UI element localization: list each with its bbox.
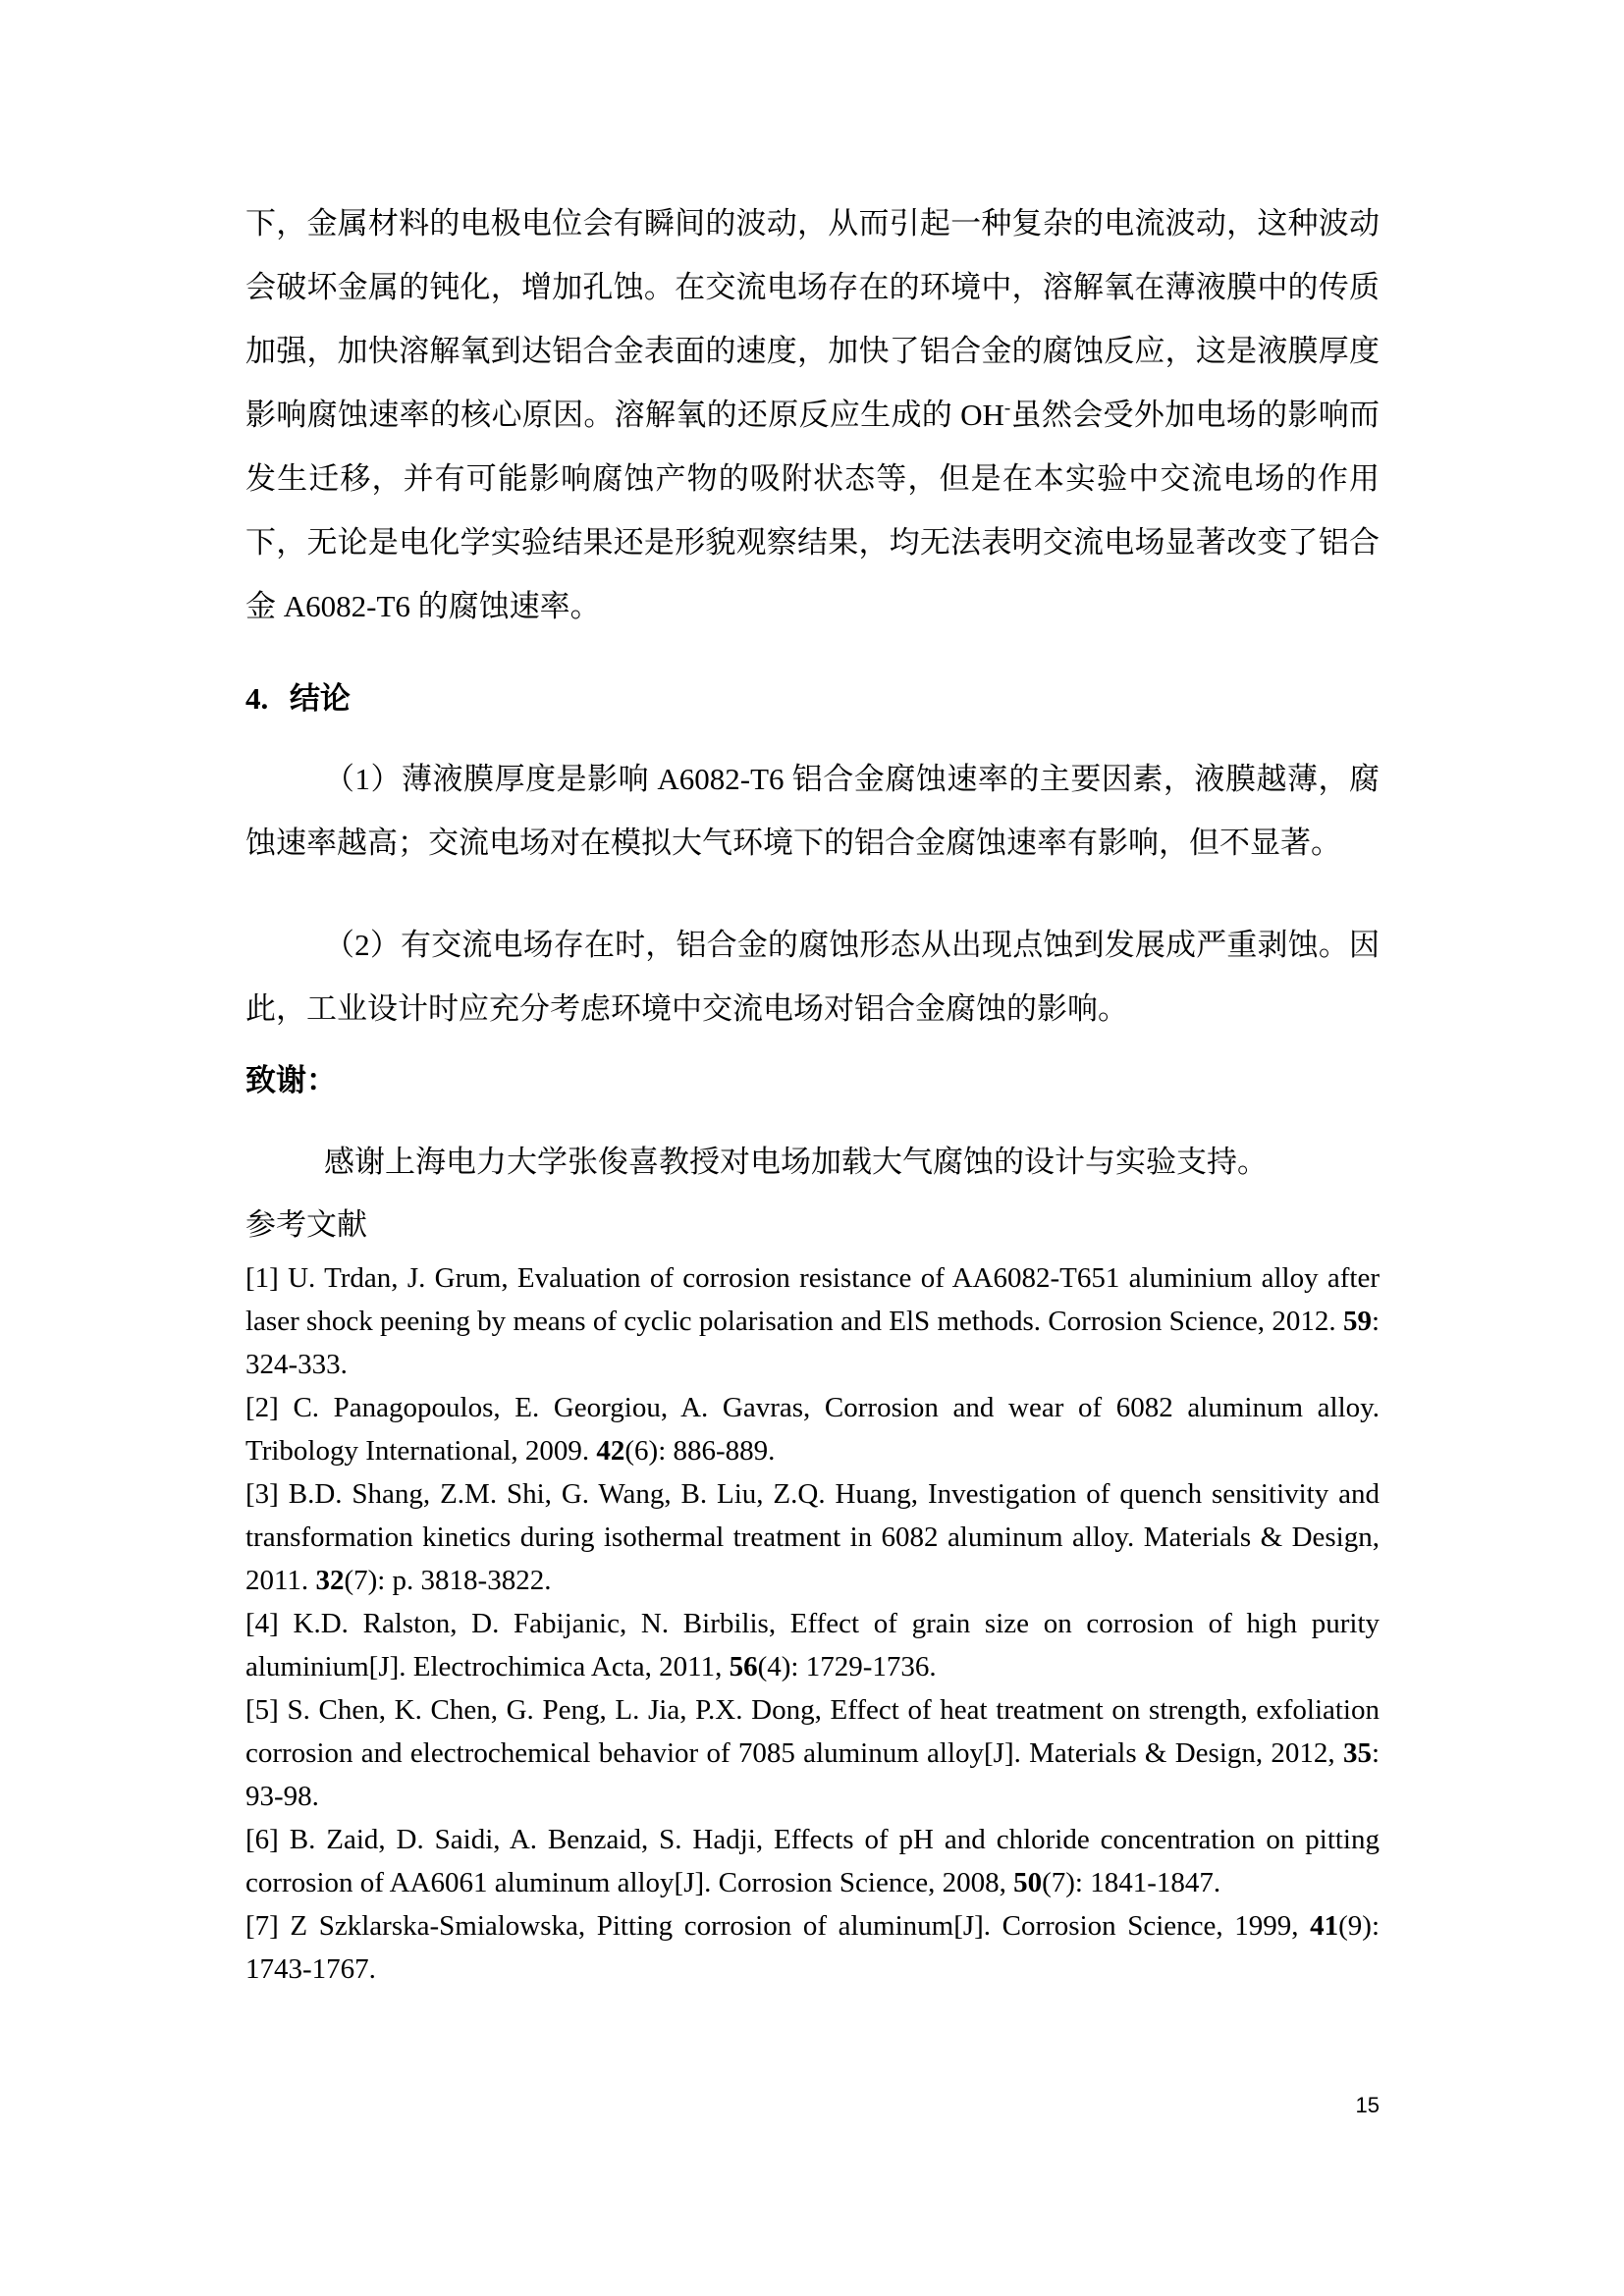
reference-item-7	[245, 1904, 1380, 1991]
reference-volume: 35	[1342, 1737, 1372, 1769]
reference-item-6	[245, 1818, 1380, 1904]
section-heading-conclusion	[245, 677, 1380, 721]
section-number: 4.	[245, 681, 269, 716]
reference-text: [5] S. Chen, K. Chen, G. Peng, L. Jia, P.X. Dong, Effect of heat treatment on strength, exfoliation corrosion and electrochemical behavior of 7085 aluminum alloy[J]. Materials & Design, 2012,	[245, 1694, 1380, 1769]
reference-volume: 50	[1013, 1867, 1043, 1898]
reference-item-2	[245, 1386, 1380, 1472]
reference-pages: (4): 1729-1736.	[757, 1651, 937, 1682]
references-heading: 参考文献	[245, 1207, 367, 1242]
reference-volume: 42	[596, 1435, 625, 1467]
body-paragraph-text-post: 虽然会受外加电场的影响而发生迁移，并有可能影响腐蚀产物的吸附状态等，但是在本实验中交流电场的作用下，无论是电化学实验结果还是形貌观察结果，均无法表明交流电场显著改变了铝合金 A6082-T6 的腐蚀速率。	[245, 398, 1380, 623]
reference-text: [7] Z Szklarska-Smialowska, Pitting corrosion of aluminum[J]. Corrosion Science, 1999,	[245, 1910, 1311, 1942]
page-number: 15	[1355, 2093, 1380, 2117]
reference-item-3	[245, 1472, 1380, 1602]
reference-text: [4] K.D. Ralston, D. Fabijanic, N. Birbilis, Effect of grain size on corrosion of high purity aluminium[J]. Electrochimica Acta, 2011,	[245, 1608, 1380, 1682]
body-paragraph	[245, 191, 1380, 638]
superscript-minus: -	[1003, 398, 1011, 419]
conclusion-item-1: （1）薄液膜厚度是影响 A6082-T6 铝合金腐蚀速率的主要因素，液膜越薄，腐蚀速率越高；交流电场对在模拟大气环境下的铝合金腐蚀速率有影响，但不显著。	[245, 762, 1380, 860]
page-content	[245, 191, 1380, 1991]
reference-item-4	[245, 1602, 1380, 1688]
acknowledgement-text: 感谢上海电力大学张俊喜教授对电场加载大气腐蚀的设计与实验支持。	[324, 1145, 1268, 1179]
reference-volume: 32	[315, 1565, 345, 1596]
reference-pages: (9): 1743-1767.	[245, 1910, 1380, 1985]
acknowledgement-heading: 致谢：	[245, 1063, 337, 1097]
reference-pages: : 93-98.	[245, 1737, 1380, 1812]
reference-item-5	[245, 1688, 1380, 1818]
conclusion-item-2: （2）有交流电场存在时，铝合金的腐蚀形态从出现点蚀到发展成严重剥蚀。因此，工业设计时应充分考虑环境中交流电场对铝合金腐蚀的影响。	[245, 928, 1380, 1026]
references-list	[245, 1256, 1380, 1991]
reference-volume: 56	[729, 1651, 758, 1682]
reference-text: [6] B. Zaid, D. Saidi, A. Benzaid, S. Hadji, Effects of pH and chloride concentration on pitting corrosion of AA6061 aluminum alloy[J]. Corrosion Science, 2008,	[245, 1824, 1380, 1898]
reference-pages: : 324-333.	[245, 1306, 1380, 1380]
reference-pages: (7): 1841-1847.	[1042, 1867, 1221, 1898]
reference-volume: 41	[1310, 1910, 1339, 1942]
reference-text: [1] U. Trdan, J. Grum, Evaluation of corrosion resistance of AA6082-T651 aluminium alloy after laser shock peening by means of cyclic polarisation and ElS methods. Corrosion Science, 2012.	[245, 1262, 1380, 1337]
section-title: 结论	[289, 681, 351, 716]
reference-item-1	[245, 1256, 1380, 1386]
reference-text: [3] B.D. Shang, Z.M. Shi, G. Wang, B. Liu, Z.Q. Huang, Investigation of quench sensitivity and transformation kinetics during isothermal treatment in 6082 aluminum alloy. Materials & Design, 2011.	[245, 1478, 1380, 1596]
reference-text: [2] C. Panagopoulos, E. Georgiou, A. Gavras, Corrosion and wear of 6082 aluminum alloy. Tribology International, 2009.	[245, 1392, 1380, 1467]
reference-volume: 59	[1342, 1306, 1372, 1337]
body-paragraph-text-pre: 下，金属材料的电极电位会有瞬间的波动，从而引起一种复杂的电流波动，这种波动会破坏金属的钝化，增加孔蚀。在交流电场存在的环境中，溶解氧在薄液膜中的传质加强，加快溶解氧到达铝合金表面的速度，加快了铝合金的腐蚀反应，这是液膜厚度影响腐蚀速率的核心原因。溶解氧的还原反应生成的 OH	[245, 206, 1380, 432]
reference-pages: (7): p. 3818-3822.	[344, 1565, 552, 1596]
reference-pages: (6): 886-889.	[624, 1435, 776, 1467]
